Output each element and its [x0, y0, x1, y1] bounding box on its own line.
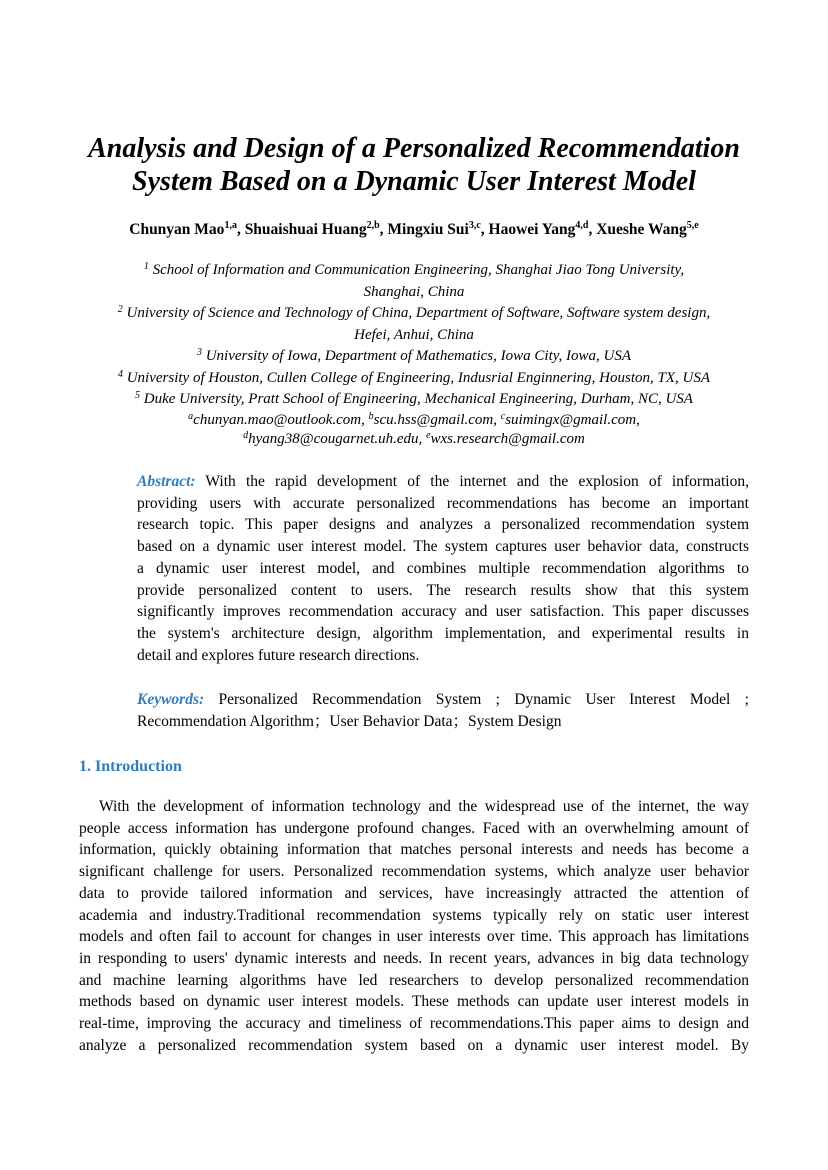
author-separator: , — [379, 221, 388, 238]
affiliation-number: 2 — [117, 304, 123, 315]
affiliation-text: University of Iowa, Department of Mathematics, Iowa City, Iowa, USA — [201, 348, 632, 364]
body-line: academia and industry.Traditional recommendation systems typically rely on static user interest — [79, 906, 749, 924]
email-marker: e — [426, 430, 431, 441]
keywords — [137, 689, 749, 732]
abstract-line: significantly improves recommendation accuracy and user satisfaction. This paper discusses — [137, 603, 749, 621]
affiliation-4 — [40, 368, 788, 390]
body-line: in responding to users' dynamic interests and needs. In recent years, advances in big data technology — [79, 949, 749, 967]
affiliation-list — [40, 260, 788, 411]
paper-title — [40, 132, 788, 198]
email-link[interactable]: scu.hss@gmail.com, — [373, 412, 501, 428]
affiliation-number: 4 — [117, 368, 123, 380]
abstract-line: providing users with accurate personalized recommendations has become an important — [137, 494, 749, 512]
email-link[interactable]: wxs.research@gmail.com — [430, 431, 585, 447]
affiliation-2-cont: Hefei, Anhui, China — [354, 326, 474, 343]
body-line: significant challenge for users. Personalized recommendation systems, which analyze user behavior — [79, 863, 749, 881]
abstract-text: With the rapid development of the internet and the explosion of information, — [195, 473, 749, 490]
email-marker: d — [243, 430, 249, 441]
keywords-text: Personalized Recommendation System ; Dynamic User Interest Model ; — [204, 691, 749, 708]
author-name: Haowei Yang — [488, 221, 576, 238]
author-name: Mingxiu Sui — [387, 221, 469, 238]
affiliation-number: 3 — [196, 347, 202, 358]
body-line: and machine learning algorithms have led researchers to develop personalized recommendation — [79, 971, 749, 989]
author-separator: , — [588, 221, 597, 238]
introduction-body — [79, 796, 749, 1056]
email-link[interactable]: chunyan.mao@outlook.com, — [193, 412, 369, 428]
affiliation-3 — [40, 346, 788, 368]
affiliation-number: 1 — [143, 261, 149, 272]
author-separator: , — [480, 221, 489, 238]
body-line: information, quickly obtaining information that matches personal interests and needs has become a — [79, 841, 749, 859]
keywords-line — [137, 689, 749, 711]
abstract-line: provide personalized content to users. The research results show that this system — [137, 581, 749, 599]
email-line-2 — [40, 430, 788, 449]
body-line: With the development of information technology and the widespread use of the internet, the way — [99, 798, 749, 815]
author-name: Shuaishuai Huang — [244, 221, 367, 238]
affiliation-text: Duke University, Pratt School of Engineering, Mechanical Engineering, Durham, NC, USA — [140, 391, 693, 407]
author-affiliation-marker: 4,d — [575, 220, 589, 231]
abstract-line: a dynamic user interest model, and combines multiple recommendation algorithms to — [137, 559, 749, 577]
title-line-1: Analysis and Design of a Personalized Recommendation — [88, 133, 740, 164]
body-line: models and often fail to account for changes in user interests over time. This approach has limitations — [79, 928, 749, 946]
email-list — [40, 411, 788, 449]
affiliation-1 — [40, 260, 788, 282]
email-line-1 — [40, 411, 788, 430]
title-line-2: System Based on a Dynamic User Interest Model — [132, 166, 696, 197]
affiliation-5 — [40, 389, 788, 411]
body-line: real-time, improving the accuracy and timeliness of recommendations.This paper aims to design and — [79, 1015, 749, 1033]
author-name: Xueshe Wang — [596, 221, 687, 238]
affiliation-1-cont: Shanghai, China — [363, 283, 465, 300]
affiliation-2 — [40, 303, 788, 325]
section-heading-introduction: 1. Introduction — [79, 758, 182, 775]
email-link[interactable]: suimingx@gmail.com, — [505, 412, 640, 428]
author-affiliation-marker: 1,a — [224, 220, 237, 231]
email-marker: a — [188, 411, 194, 422]
email-link[interactable]: hyang38@cougarnet.uh.edu, — [248, 431, 427, 447]
affiliation-text: University of Houston, Cullen College of Engineering, Indusrial Enginnering, Houston, TX, USA — [122, 369, 711, 386]
body-line: methods based on dynamic user interest models. These methods can update user interest models in — [79, 993, 749, 1011]
abstract-label: Abstract: — [137, 473, 196, 490]
abstract-line: the system's architecture design, algorithm implementation, and experimental results in — [137, 624, 749, 642]
email-marker: c — [500, 411, 506, 422]
author-name: Chunyan Mao — [129, 221, 225, 238]
author-affiliation-marker: 2,b — [366, 220, 380, 231]
author-separator: , — [236, 221, 245, 238]
abstract-line: research topic. This paper designs and analyzes a personalized recommendation system — [137, 516, 749, 534]
abstract-line: detail and explores future research directions. — [137, 646, 420, 664]
email-marker: b — [368, 411, 374, 422]
affiliation-text: School of Information and Communication Engineering, Shanghai Jiao Tong University, — [148, 262, 685, 278]
body-line: data to provide tailored information and services, have increasingly attracted the attention of — [79, 884, 749, 902]
author-affiliation-marker: 3,c — [468, 220, 481, 231]
abstract — [137, 471, 749, 666]
abstract-line: based on a dynamic user interest model. The system captures user behavior data, constructs — [137, 538, 749, 556]
affiliation-text: University of Science and Technology of China, Department of Software, Software system design, — [122, 305, 711, 321]
body-line: people access information has undergone profound changes. Faced with an overwhelming amount of — [79, 819, 749, 837]
keywords-line: Recommendation Algorithm；User Behavior Data；System Design — [137, 712, 562, 730]
abstract-line — [137, 471, 749, 493]
affiliation-number: 5 — [135, 390, 140, 401]
author-affiliation-marker: 5,e — [686, 220, 699, 231]
body-line: analyze a personalized recommendation system based on a dynamic user interest model. By — [79, 1036, 749, 1054]
keywords-label: Keywords: — [137, 691, 205, 708]
author-list — [40, 220, 788, 240]
